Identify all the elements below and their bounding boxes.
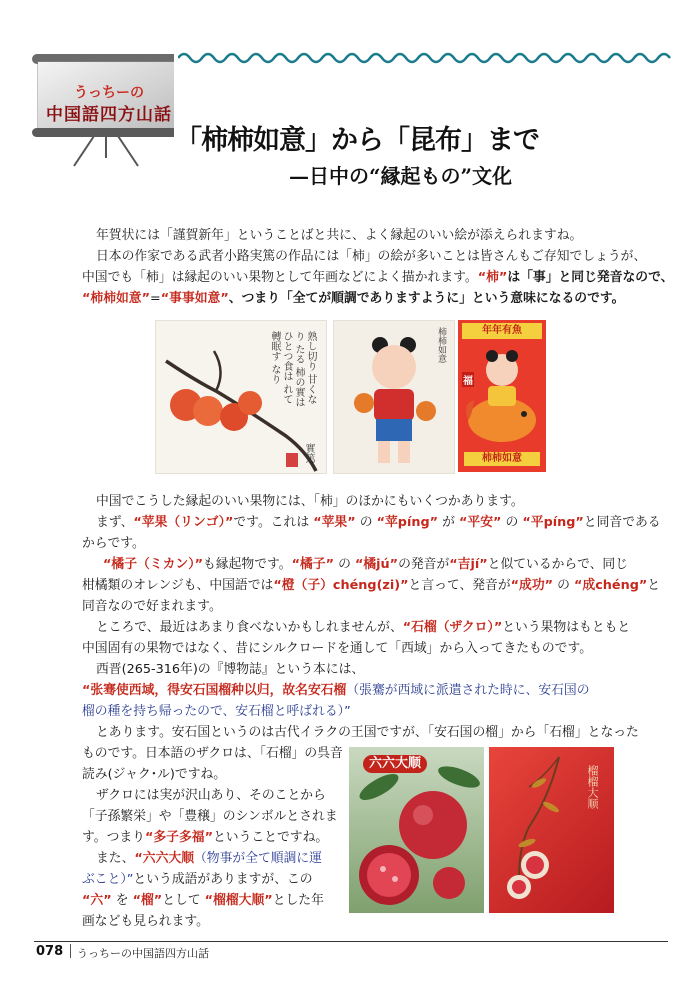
inscription-col: たる bbox=[293, 344, 304, 365]
inscription-col: 轉眠す bbox=[269, 331, 280, 361]
para2-line14: 読み(ジャク･ル)ですね。 bbox=[82, 767, 227, 782]
term-shishi-ruyi: “柿柿如意” bbox=[82, 291, 151, 306]
poster-top-banner: 年年有魚 bbox=[462, 323, 542, 339]
para1-line2: 日本の作家である武者小路実篤の作品には「柿」の絵が多いことは皆さんもご存知でしょうが、 bbox=[96, 249, 647, 264]
text-run: は「事」と同じ発音なので、 bbox=[507, 270, 674, 285]
term-mikan-2: “橘子” bbox=[291, 557, 334, 572]
term-mikan: “橘子（ミカン）” bbox=[103, 557, 203, 572]
pomegranate-photo bbox=[349, 747, 484, 913]
child-calligraphy: 柿柿如意 bbox=[436, 327, 446, 363]
text-run: の bbox=[557, 578, 570, 593]
inscription-col: ひとつ食は bbox=[281, 331, 292, 381]
term-seikou: “成功” bbox=[510, 578, 554, 593]
para2-line7 bbox=[96, 617, 630, 638]
term-ju: “橘jú” bbox=[354, 557, 399, 572]
para2-line4 bbox=[103, 554, 628, 575]
board-title: 中国語四方山話 bbox=[46, 105, 172, 125]
term-liuliu-dashun: “六六大顺 bbox=[134, 851, 194, 866]
para1-line4 bbox=[82, 288, 624, 309]
inscription-col: なり bbox=[269, 364, 280, 385]
para1-line1: 年賀状には「謹賀新年」ということばと共に、よく縁起のいい絵が添えられますね。 bbox=[96, 228, 583, 243]
term-liu-pomegranate: “榴” bbox=[132, 893, 163, 908]
term-cheng-2: “成chéng” bbox=[574, 578, 648, 593]
inscription-col: 柿の實は bbox=[293, 367, 304, 408]
painting-signature: 實篤 bbox=[303, 443, 314, 463]
text-run: と言って、発音が bbox=[408, 578, 511, 593]
running-title: うっちーの中国語四方山話 bbox=[77, 947, 209, 960]
para2-line2 bbox=[96, 512, 661, 533]
para2-line8: 中国固有の果物ではなく、昔にシルクロードを通して「西域」から入ってきたものです。 bbox=[82, 641, 593, 656]
para2-line5 bbox=[82, 575, 660, 596]
para2-line13: ものです。日本語のザクロは、「石榴」の呉音 bbox=[82, 746, 343, 761]
para2-line10 bbox=[82, 680, 590, 701]
term-liuliu-dashun-2: “榴榴大顺” bbox=[204, 893, 273, 908]
header-board bbox=[14, 18, 174, 168]
persimmon-painting bbox=[155, 320, 327, 474]
article-title: 「柿柿如意」から「昆布」まで bbox=[175, 125, 539, 156]
text-run: として bbox=[162, 893, 201, 908]
text-run: と似ているからで、同じ bbox=[487, 557, 629, 572]
text-run: の bbox=[338, 557, 351, 572]
term-ping-2: “平píng” bbox=[522, 515, 584, 530]
text-run: を bbox=[115, 893, 129, 908]
term-shishi-ruyi-2: “事事如意” bbox=[160, 291, 229, 306]
text-run: という成語がありますが、この bbox=[133, 872, 313, 887]
idiom-translation-end: ぶこと）” bbox=[82, 872, 134, 887]
para2-line18 bbox=[96, 848, 322, 869]
text-run: = bbox=[150, 291, 161, 306]
quote-translation: （張騫が西域に派遣された時に、安石国の bbox=[346, 683, 590, 698]
term-apple: “苹果（リンゴ）” bbox=[133, 515, 234, 530]
text-run: ということですね。 bbox=[212, 830, 329, 845]
para2-line6: 同音なので好まれます。 bbox=[82, 599, 222, 614]
term-apple-2: “苹果” bbox=[313, 515, 356, 530]
para2-line17 bbox=[82, 827, 328, 848]
text-run: も縁起物です。 bbox=[203, 557, 292, 572]
text-run: ところで、最近はあまり食べないかもしれませんが、 bbox=[96, 620, 403, 635]
idiom-translation: （物事が全て順調に運 bbox=[194, 851, 322, 866]
term-heian: “平安” bbox=[458, 515, 502, 530]
text-run: と bbox=[647, 578, 661, 593]
text-run: す。つまり bbox=[82, 830, 145, 845]
footer-rule bbox=[34, 941, 668, 942]
term-liu-six: “六” bbox=[82, 893, 112, 908]
para2-line9: 西晋(265-316年)の『博物誌』という本には、 bbox=[96, 662, 365, 677]
text-run: の bbox=[359, 515, 373, 530]
inscription-col: 熟し切り bbox=[305, 331, 316, 371]
quote-chinese: “张骞使西域，得安石国榴种以归，故名安石榴 bbox=[82, 683, 347, 698]
term-duozi-duofu: “多子多福” bbox=[144, 830, 213, 845]
text-run: 柑橘類のオレンジも、中国語では bbox=[82, 578, 274, 593]
pomegranate-calligraphy: 榴榴大顺 bbox=[586, 765, 599, 809]
pomegranate-painting bbox=[489, 747, 614, 913]
term-ping: “苹píng” bbox=[376, 515, 439, 530]
wave-divider bbox=[178, 48, 678, 68]
para2-line21: 画なども見られます。 bbox=[82, 914, 209, 929]
text-run: まず、 bbox=[96, 515, 134, 530]
text-run: また、 bbox=[96, 851, 135, 866]
inscription-col: 甘くなり bbox=[293, 331, 316, 405]
board-subtitle: うっちーの bbox=[74, 85, 144, 101]
text-run: の bbox=[505, 515, 519, 530]
para2-line12: とあります。安石国というのは古代イラクの王国ですが、「安石国の榴」から「石榴」となった bbox=[96, 725, 639, 740]
term-cheng: “橙（子）chéng(zi)” bbox=[273, 578, 409, 593]
painting-inscription bbox=[226, 331, 316, 411]
text-run: が bbox=[442, 515, 455, 530]
article-subtitle: —日中の“縁起もの”文化 bbox=[289, 164, 513, 188]
term-zakuro: “石榴（ザクロ）” bbox=[402, 620, 503, 635]
poster-bottom-banner: 柿柿如意 bbox=[464, 452, 540, 466]
text-run: 中国でも「柿」は縁起のいい果物として年画などによく描かれます。 bbox=[82, 270, 478, 285]
fish-boy-icon bbox=[462, 340, 542, 452]
text-run: 、つまり「全てが順調でありますように」という意味になるのです。 bbox=[228, 291, 625, 306]
para1-line3 bbox=[82, 267, 673, 288]
text-run: とした年 bbox=[272, 893, 324, 908]
text-run: です。これは bbox=[233, 515, 310, 530]
para2-line16: 「子孫繁栄」や「豊穣」のシンボルとされま bbox=[82, 809, 338, 824]
footer-separator bbox=[70, 944, 71, 958]
para2-line19 bbox=[82, 869, 313, 890]
para2-line15: ザクロには実が沢山あり、そのことから bbox=[96, 788, 326, 803]
para2-line20 bbox=[82, 890, 324, 911]
inscription-col: れて bbox=[281, 384, 292, 405]
text-run: という果物はもともと bbox=[502, 620, 631, 635]
term-ji: “吉jí” bbox=[449, 557, 488, 572]
new-year-poster bbox=[458, 320, 546, 472]
page-number: 078 bbox=[36, 944, 64, 959]
para2-line3: からです。 bbox=[82, 536, 145, 551]
child-illustration bbox=[333, 320, 455, 474]
para2-line11: 榴の種を持ち帰ったので、安石榴と呼ばれる）” bbox=[82, 704, 351, 719]
para2-line1: 中国でこうした縁起のいい果物には、「柿」のほかにもいくつかあります。 bbox=[96, 494, 524, 509]
text-run: と同音である bbox=[583, 515, 661, 530]
poster-side-text: 福 bbox=[462, 372, 474, 387]
term-kaki: “柿” bbox=[477, 270, 508, 285]
pomegranate-badge: 六六大顺 bbox=[363, 755, 427, 773]
text-run: の発音が bbox=[398, 557, 450, 572]
